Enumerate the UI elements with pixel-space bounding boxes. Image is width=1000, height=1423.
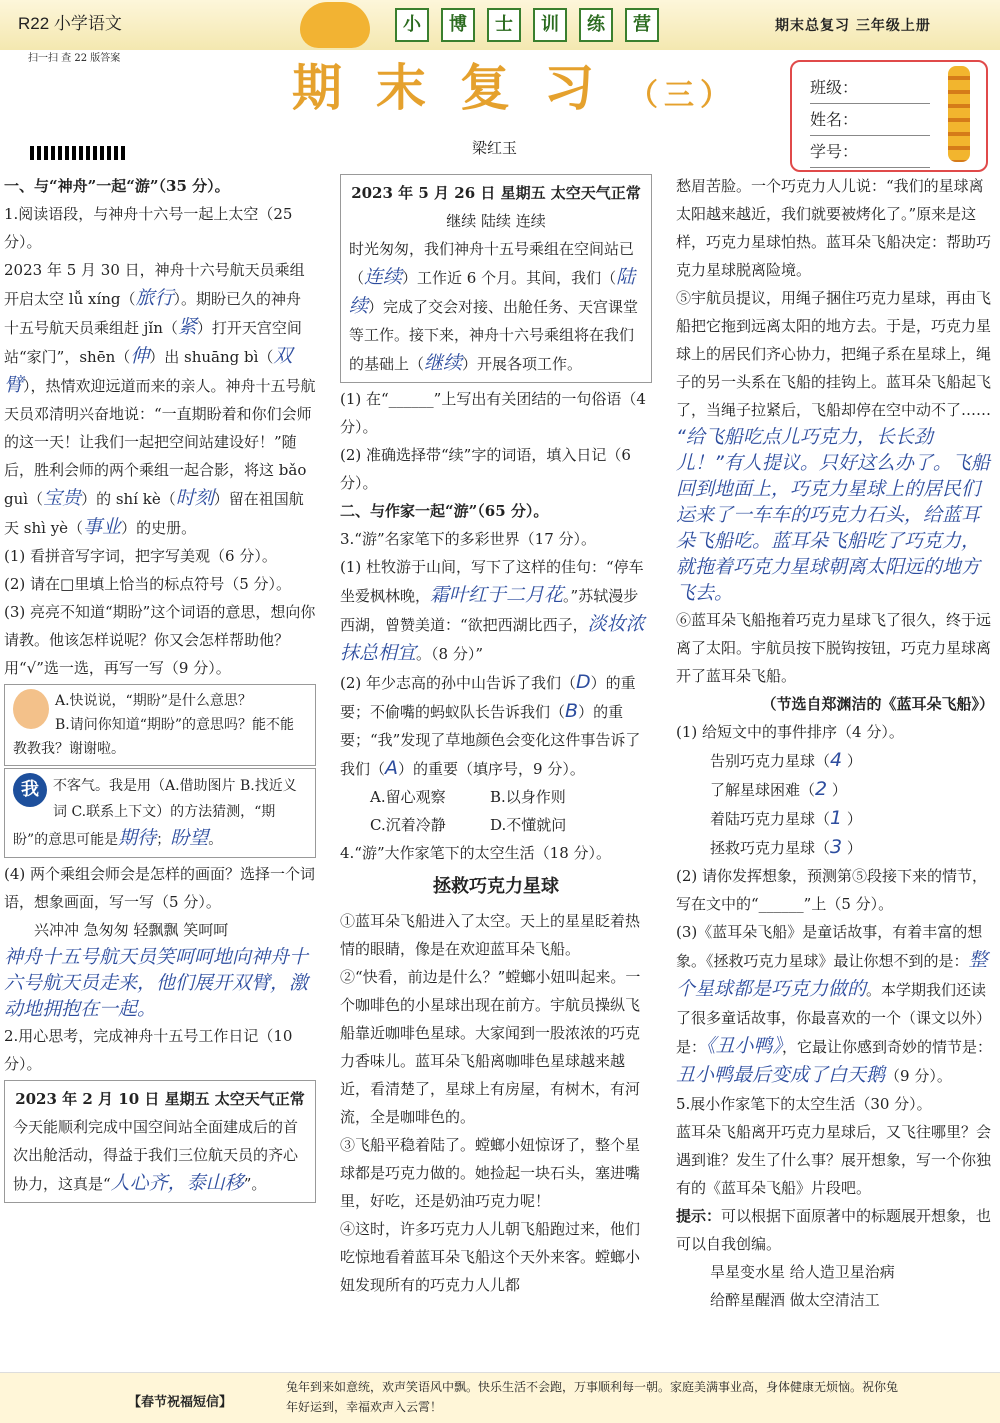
id-field[interactable]: 学号： [810, 136, 930, 168]
scan-hint: 扫一扫 查 22 版答案 [28, 53, 121, 64]
story-para: ⑤宇航员提议，用绳子捆住巧克力星球，再由飞船把它拖到远离太阳的地方去。于是，巧克力星球上的居民们齐心协力，把绳子系在星球上，绳子的另一头系在飞船的挂钩上。蓝耳朵飞船起飞了，当绳子拉紧后，飞船却停在空中动不了…… [676, 289, 992, 419]
giraffe-icon [948, 66, 970, 162]
banner-char: 博 [441, 8, 475, 42]
sub-question: (3) 亮亮不知道“期盼”这个词语的意思，想向你请教。他该怎样说呢？你又会怎样帮助他？用“√”选一选，再写一写（9 分）。 [4, 603, 316, 677]
sub-question: (4) 两个乘组会师会是怎样的画面？选择一个词语，想象画面，写一写（5 分）。 [4, 865, 316, 911]
sub-question: (2) 请你发挥想象，预测第⑤段接下来的情节，写在文中的“______”上（5 分）。 [676, 867, 988, 913]
answer: 双臂 [4, 345, 293, 396]
sub-question: (2) 准确选择带“续”字的词语，填入日记（6 分）。 [340, 446, 631, 492]
banner-boxes [395, 8, 659, 42]
question-4: 4.“游”大作家笔下的太空生活（18 分）。 [340, 844, 612, 862]
event-item: 拯救巧克力星球（3 ） [710, 836, 862, 858]
title-options: 旱星变水星 给人造卫星治病 [710, 1263, 895, 1281]
footer [0, 1372, 1000, 1423]
cow-mascot-icon [300, 2, 370, 48]
answer: 旅行 [135, 287, 174, 309]
top-banner [0, 0, 1000, 50]
answer: 紧 [177, 316, 197, 338]
boy-avatar-icon [13, 689, 49, 729]
question-5-text: 蓝耳朵飞船离开巧克力星球后，又飞往哪里？会遇到谁？发生了什么事？展开想象，写一个你独有的《蓝耳朵飞船》片段吧。 [676, 1123, 992, 1197]
dialog-box: A.快说说，“期盼”是什么意思？ B.请问你知道“期盼”的意思吗？能不能教教我？谢谢啦。 [4, 684, 316, 766]
question-3: 3.“游”名家笔下的多彩世界（17 分）。 [340, 530, 597, 548]
story-para: ②“快看，前边是什么？”螳螂小妞叫起来。一个咖啡色的小星球出现在前方。宇航员操纵飞船靠近咖啡色星球。大家闻到一股浓浓的巧克力香味儿。蓝耳朵飞船离咖啡色星球越来越近，看清楚了，星球上有房屋，有树木，有河流，全是咖啡色的。 [340, 968, 641, 1126]
banner-char: 小 [395, 8, 429, 42]
class-field[interactable]: 班级： [810, 72, 930, 104]
event-item: 着陆巧克力星球（1 ） [710, 807, 862, 829]
story-para: 愁眉苦脸。一个巧克力人儿说：“我们的星球离太阳越来越近，我们就要被烤化了。”原来是这样，巧克力星球怕热。蓝耳朵飞船决定：帮助巧克力星球脱离险境。 [676, 177, 992, 279]
word-options: 兴冲冲 急匆匆 轻飘飘 笑呵呵 [34, 921, 229, 939]
footer-text: 兔年到来如意统，欢声笑语风中飘。快乐生活不会跑，万事顺利每一朝。家庭美满事业高，身体健康无烦恼。祝你兔年好运到，幸福欢声入云霄！ [286, 1380, 899, 1414]
page-title: 期末复习（三） [292, 59, 736, 117]
handwritten-answer: “给飞船吃点儿巧克力，长长劲儿！”有人提议。只好这么办了。飞船回到地面上，巧克力星球上的居民们运来了一车车的巧克力石头，给蓝耳朵飞船吃。蓝耳朵飞船吃了巧克力，就拖着巧克力星球朝离太阳远的地方飞去。 [676, 426, 990, 604]
sub-question: (1) 在“______”上写出有关团结的一句俗语（4 分）。 [340, 390, 646, 436]
story-para: ④这时，许多巧克力人儿朝飞船跑过来，他们吃惊地看着蓝耳朵飞船这个天外来客。螳螂小妞发现所有的巧克力人儿都 [340, 1220, 641, 1294]
sub-question: (2) 请在□里填上恰当的标点符号（5 分）。 [4, 575, 292, 593]
banner-char: 营 [625, 8, 659, 42]
banner-char: 训 [533, 8, 567, 42]
sub-question: (1) 看拼音写字词，把字写美观（6 分）。 [4, 547, 277, 565]
sub-question: (3)《蓝耳朵飞船》是童话故事，有着丰富的想象。《拯救巧克力星球》最让你想不到的是：整个星球都是巧克力做的。本学期我们还读了很多童话故事，你最喜欢的一个（课文以外）是：《丑小鸭》，它最让你感到奇妙的情节是：丑小鸭最后变成了白天鹅（9 分）。 [676, 923, 993, 1086]
story-para: ①蓝耳朵飞船进入了太空。天上的星星眨着热情的眼睛，像是在欢迎蓝耳朵飞船。 [340, 912, 641, 958]
sub-question: (1) 给短文中的事件排序（4 分）。 [676, 723, 904, 741]
story-para: ③飞船平稳着陆了。螳螂小妞惊讶了，整个星球都是巧克力做的。她捡起一块石头，塞进嘴里，好吃，还是奶油巧克力呢！ [340, 1136, 641, 1210]
answer: 宝贵 [43, 487, 82, 509]
question-2: 2.用心思考，完成神舟十五号工作日记（10 分）。 [4, 1027, 293, 1073]
tip: 提示：可以根据下面原著中的标题展开想象，也可以自我创编。 [676, 1207, 992, 1253]
title-options: 给醉星醒酒 做太空清洁工 [710, 1291, 880, 1309]
fill-question: (2) 年少志高的孙中山告诉了我们（D）的重要；不偷嘴的蚂蚁队长告诉我们（B）的重要；“我”发现了草地颜色会变化这件事告诉了我们（A）的重要（填序号，9 分）。 [340, 671, 641, 779]
column-3 [676, 172, 994, 1314]
wo-badge: 我 [13, 773, 47, 807]
source-note: （节选自郑渊洁的《蓝耳朵飞船》） [761, 695, 994, 713]
answer: 时刻 [175, 487, 214, 509]
section-2-heading: 二、与作家一起“游”（65 分）。 [340, 502, 549, 520]
question-5: 5.展小作家笔下的太空生活（30 分）。 [676, 1095, 932, 1113]
passage-1: 2023 年 5 月 30 日，神舟十六号航天员乘组开启太空 lǚ xíng（旅行）。期盼已久的神舟十五号航天员乘组赶 jǐn（紧）打开天宫空间站“家门”，shēn（伸）出 shuāng bì（双臂），热情欢迎远道而来的亲人。神舟十五号航天员邓清明兴奋地说：“一直期盼着和你们会师的这一天！让我们一起把空间站建设好！”随后，胜利会师的两个乘组一起合影，将这 bǎo guì（宝贵）的 shí kè（时刻）留在祖国航天 shì yè（事业）的史册。 [4, 261, 316, 538]
story-title: 拯救巧克力星球 [433, 876, 559, 897]
event-item: 了解星球困难（2 ） [710, 778, 847, 800]
diary-box-1: 2023 年 2 月 10 日 星期五 太空天气正常 今天能顺利完成中国空间站全面建成后的首次出舱活动，得益于我们三位航天员的齐心协力，这真是“人心齐，泰山移”。 [4, 1080, 316, 1203]
section-1-heading: 一、与“神舟”一起“游”（35 分）。 [4, 177, 230, 195]
grade-label: 期末总复习 三年级上册 [775, 18, 931, 34]
answer: 事业 [83, 516, 122, 538]
banner-char: 士 [487, 8, 521, 42]
page-label: R22 小学语文 [18, 14, 122, 33]
story-para: ⑥蓝耳朵飞船拖着巧克力星球飞了很久，终于远离了太阳。宇航员按下脱钩按钮，巧克力星球离开了蓝耳朵飞船。 [676, 611, 992, 685]
qr-code-icon[interactable] [30, 146, 125, 160]
footer-tag: 【春节祝福短信】 [128, 1395, 233, 1410]
answer: 伸 [130, 345, 150, 367]
name-field[interactable]: 姓名： [810, 104, 930, 136]
handwritten-answer: 神舟十五号航天员笑呵呵地向神舟十六号航天员走来，他们展开双臂，激动地拥抱在一起。 [4, 946, 309, 1020]
answer-box: 我 不客气。我是用（A.借助图片 B.找近义词 C.联系上下文）的方法猜测，“期盼”的意思可能是期待；盼望。 [4, 768, 316, 858]
diary-box-2: 2023 年 5 月 26 日 星期五 太空天气正常 继续 陆续 连续 时光匆匆，我们神舟十五号乘组在空间站已（连续）工作近 6 个月。其间，我们（陆续）完成了交会对接、出舱任务、天宫课堂等工作。接下来，神舟十六号乘组将在我们的基础上（继续）开展各项工作。 [340, 174, 652, 383]
options: A.留心观察 B.以身作则 C.沉着冷静 D.不懂就问 [370, 788, 567, 834]
event-item: 告别巧克力星球（4 ） [710, 749, 862, 771]
column-1 [4, 172, 316, 1205]
banner-char: 练 [579, 8, 613, 42]
author: 梁红玉 [472, 139, 518, 157]
question-1: 1.阅读语段，与神舟十六号一起上太空（25 分）。 [4, 205, 293, 251]
column-2 [340, 172, 652, 1299]
poem-question: (1) 杜牧游于山间，写下了这样的佳句：“停车坐爱枫林晚，霜叶红于二月花。”苏轼漫步西湖，曾赞美道：“欲把西湖比西子，淡妆浓抹总相宜。（8 分）” [340, 558, 645, 664]
